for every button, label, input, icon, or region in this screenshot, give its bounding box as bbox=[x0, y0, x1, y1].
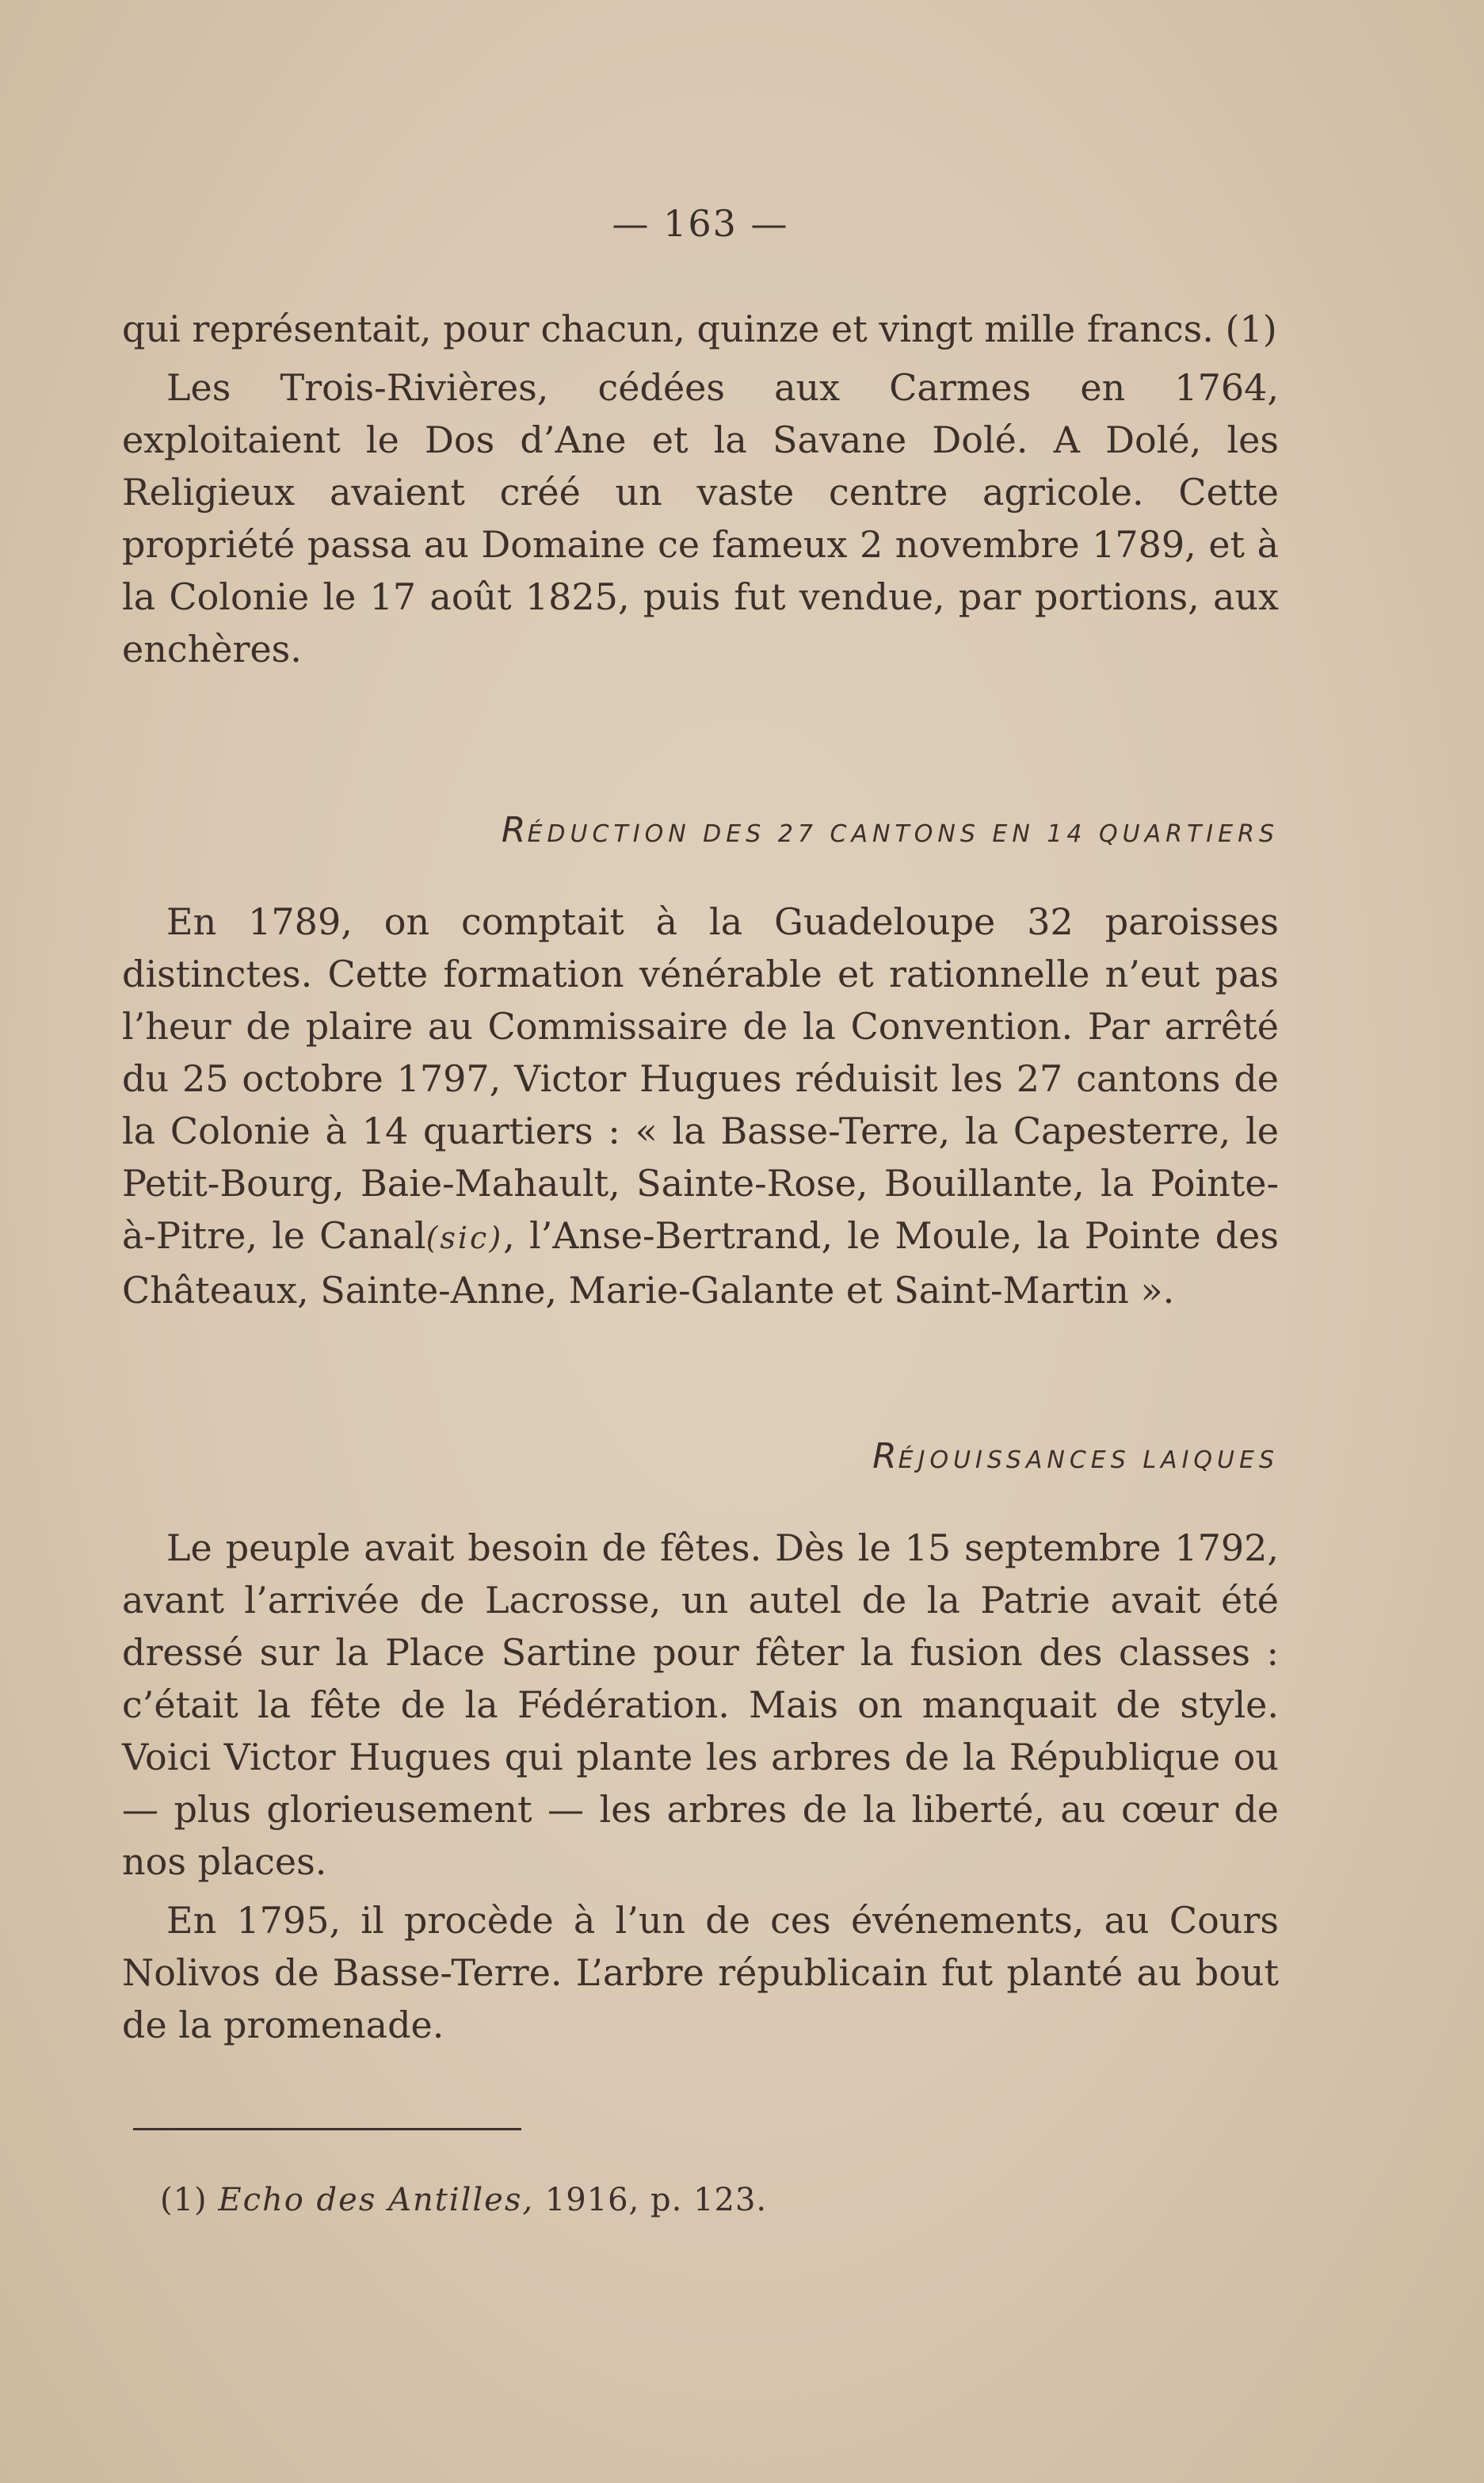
paragraph-arbre: En 1795, il procède à l’un de ces événements, au Cours Nolivos de Basse-Terre. L’arbre républicain fut planté au bout de la promenade. bbox=[122, 1899, 1279, 2046]
paragraph-fetes: Le peuple avait besoin de fêtes. Dès le 15 septembre 1792, avant l’arrivée de Lacrosse, un autel de la Patrie avait été dressé sur la Place Sartine pour fêter la fusion des classes : c’était la fête de la Fédération. Mais on manquait de style. Voici Victor Hugues qui plante les arbres de la République ou — plus glorieusement — les arbres de la liberté, au cœur de nos places. bbox=[122, 1526, 1279, 1883]
paragraph-trois-rivieres: Les Trois-Rivières, cédées aux Carmes en 1764, exploitaient le Dos d’Ane et la Savane Dolé. A Dolé, les Religieux avaient créé un vaste centre agricole. Cette propriété passa au Domaine ce fameux 2 novembre 1789, et à la Colonie le 17 août 1825, puis fut vendue, par portions, aux enchères. bbox=[122, 366, 1279, 670]
section-heading-reduction bbox=[122, 810, 1279, 850]
book-page bbox=[122, 0, 1279, 2483]
paragraph-cantons bbox=[122, 896, 1279, 1316]
heading-rest: ÉJOUISSANCES LAIQUES bbox=[898, 1446, 1279, 1474]
heading-initial: R bbox=[501, 810, 528, 850]
page-number: — 163 — bbox=[612, 202, 789, 245]
footnote-reference: 1916, p. 123. bbox=[544, 2182, 768, 2218]
text-block-reduction bbox=[122, 896, 1279, 1316]
text-block-intro bbox=[122, 303, 1279, 675]
heading-rest: ÉDUCTION DES 27 CANTONS EN 14 QUARTIERS bbox=[527, 820, 1279, 848]
paragraph-continuation: qui représentait, pour chacun, quinze et vingt mille francs. (1) bbox=[122, 308, 1277, 350]
sic-note: (sic) bbox=[425, 1220, 504, 1255]
footnote bbox=[160, 2182, 767, 2218]
text-block-rejouissances bbox=[122, 1522, 1279, 2051]
footnote-divider bbox=[133, 2128, 521, 2130]
paragraph-cantons-tail: , l’Anse-Bertrand, le Moule, la Pointe des Châteaux, Sainte-Anne, Marie-Galante et Saint-Martin ». bbox=[122, 1214, 1280, 1312]
footnote-title: Echo des Antilles, bbox=[218, 2182, 535, 2218]
section-heading-rejouissances bbox=[122, 1436, 1279, 1476]
paragraph-cantons-text: En 1789, on comptait à la Guadeloupe 32 paroisses distinctes. Cette formation vénérable et rationnelle n’eut pas l’heur de plaire au Commissaire de la Convention. Par arrêté du 25 octobre 1797, Victor Hugues réduisit les 27 cantons de la Colonie à 14 quartiers : « la Basse-Terre, la Capesterre, le Petit-Bourg, Baie-Mahault, Sainte-Rose, Bouillante, la Pointe-à-Pitre, le Canal bbox=[122, 900, 1279, 1257]
heading-initial: R bbox=[872, 1436, 898, 1476]
footnote-marker: (1) bbox=[160, 2182, 208, 2218]
